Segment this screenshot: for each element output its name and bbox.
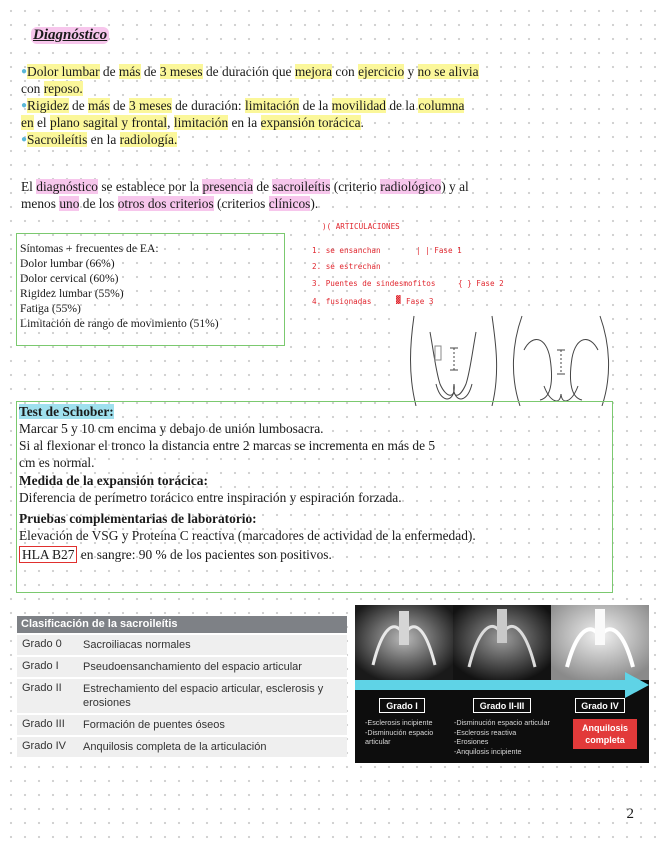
xray-image-grade-1 — [355, 605, 453, 680]
table-row — [17, 713, 347, 735]
text-span: movilidad — [331, 98, 386, 113]
text-span: se establece por la — [98, 179, 203, 194]
criterion-2 — [21, 97, 479, 114]
diagnosis-line-2 — [21, 195, 469, 212]
text-span: ) y al — [441, 179, 469, 194]
criterion-2-cont — [21, 114, 479, 131]
text-span: y — [404, 64, 418, 79]
diagnosis-line-1 — [21, 178, 469, 195]
symptom-item: Dolor lumbar (66%) — [20, 257, 115, 270]
handwritten-notes — [312, 222, 522, 314]
text-span: mejora — [294, 64, 333, 79]
text-span: de — [68, 98, 89, 113]
text-span: en la — [228, 115, 261, 130]
classification-table — [17, 616, 347, 757]
text-span: ejercicio — [358, 64, 405, 79]
text-span: expansión torácica — [260, 115, 361, 130]
schober-line: cm es normal. — [19, 455, 95, 470]
schober-line: Si al flexionar el tronco la distancia entre 2 marcas se incrementa en más de 5 — [19, 438, 436, 453]
xray-image-grade-2-3 — [453, 605, 551, 680]
text-span: no — [417, 64, 431, 79]
diagnosis-paragraph — [21, 178, 469, 212]
handwritten-header: )( ARTICULACIONES — [322, 222, 400, 231]
table-row — [17, 735, 347, 757]
text-span: (criterios — [213, 196, 269, 211]
grade-cell: Grado IV — [22, 740, 67, 752]
description-cell: Pseudoensanchamiento del espacio articular — [83, 661, 302, 673]
text-span: de duración: — [171, 98, 245, 113]
text-span: radiología. — [119, 132, 178, 147]
handwritten-note: 4. fusionadas — [312, 297, 372, 306]
grade-label: Grado II-III — [473, 698, 531, 713]
text-span: uno — [59, 196, 80, 211]
text-span: otros dos criterios — [117, 196, 214, 211]
text-span: sacroileítis — [272, 179, 331, 194]
bullet-icon: ● — [21, 66, 28, 77]
criteria-block — [21, 63, 479, 148]
text-span: diagnóstico — [36, 179, 98, 194]
text-span: con — [21, 81, 44, 96]
text-span: presencia — [202, 179, 254, 194]
symptom-item: Fatiga (55%) — [20, 302, 81, 315]
text-span: 3 meses — [128, 98, 172, 113]
text-span: con — [332, 64, 359, 79]
criterion-1-cont — [21, 80, 479, 97]
hla-line — [19, 546, 612, 563]
badge-line: completa — [585, 735, 625, 745]
schober-back-illustration — [400, 314, 612, 406]
text-span: (criterio — [330, 179, 381, 194]
text-span: plano sagital y frontal — [50, 115, 168, 130]
table-row — [17, 655, 347, 677]
schober-title-line — [19, 403, 612, 420]
bullet-icon: ● — [21, 100, 28, 111]
hla-text: en sangre: 90 % de los pacientes son positivos. — [77, 547, 332, 562]
handwritten-tag: | | Fase 1 — [416, 246, 462, 255]
grade-note: -Erosiones — [454, 737, 489, 746]
symptom-item: Limitación de rango de movimiento (51%) — [20, 317, 219, 330]
thoracic-text: Diferencia de perímetro torácico entre inspiración y espiración forzada. — [19, 490, 402, 505]
text-span: clínicos — [268, 196, 311, 211]
text-span: radiológico — [380, 179, 442, 194]
grade-note: -Esclerosis incipiente — [365, 718, 433, 727]
schober-line: Marcar 5 y 10 cm encima y debajo de unión lumbosacra. — [19, 421, 324, 436]
ankylosis-badge — [573, 719, 637, 749]
grade-cell: Grado II — [22, 682, 62, 694]
text-span: de — [253, 179, 273, 194]
symptoms-heading: Síntomas + frecuentes de EA: — [20, 242, 159, 255]
table-row — [17, 677, 347, 713]
grade-label: Grado IV — [575, 698, 625, 713]
text-span: Dolor lumbar — [27, 64, 100, 79]
text-span: de — [99, 64, 119, 79]
table-header: Clasificación de la sacroileítis — [17, 616, 347, 633]
text-span: limitación — [173, 115, 229, 130]
text-span: en — [21, 115, 34, 130]
schober-title: Test de Schober: — [19, 404, 114, 419]
handwritten-tag: { } Fase 2 — [458, 279, 504, 288]
text-span: se alivia — [430, 64, 479, 79]
text-span: reposo. — [43, 81, 83, 96]
text-span: 3 meses — [159, 64, 203, 79]
text-span: de la — [299, 98, 332, 113]
xray-image-grade-4 — [551, 605, 649, 680]
symptom-item: Dolor cervical (60%) — [20, 272, 119, 285]
text-span: el — [33, 115, 50, 130]
grade-note: -Disminución espacio — [365, 727, 434, 737]
text-span: ). — [310, 196, 319, 211]
page-number: 2 — [626, 806, 634, 822]
handwritten-note: 3. Puentes de sindesmofitos — [312, 279, 436, 288]
badge-line: Anquilosis — [581, 723, 628, 733]
grade-notes — [365, 718, 433, 747]
table-row — [17, 633, 347, 655]
tests-box — [16, 401, 613, 593]
text-span: El — [21, 179, 37, 194]
grade-note: articular — [365, 737, 391, 746]
xray-grading-panel — [355, 605, 649, 763]
handwritten-note: 2. se estrechan — [312, 262, 381, 271]
grade-note: -Anquilosis incipiente — [454, 746, 522, 756]
text-span: , — [167, 115, 174, 130]
text-span: de los — [79, 196, 118, 211]
symptom-item: Rigidez lumbar (55%) — [20, 287, 124, 300]
text-span: Rigidez — [27, 98, 69, 113]
text-span: de duración que — [202, 64, 295, 79]
description-cell: Anquilosis completa de la articulación — [83, 741, 267, 753]
grade-note: -Esclerosis reactiva — [454, 727, 517, 737]
grade-label: Grado I — [379, 698, 425, 713]
lab-title: Pruebas complementarias de laboratorio: — [19, 511, 257, 526]
page-title: Diagnóstico — [33, 27, 108, 43]
grade-note: -Disminución espacio articular — [454, 718, 550, 727]
handwritten-note: 1. se ensanchan — [312, 246, 381, 255]
grade-cell: Grado I — [22, 660, 59, 672]
description-cell: Formación de puentes óseos — [83, 719, 225, 731]
handwritten-tag: Fase 3 — [406, 297, 434, 306]
progression-arrow-icon — [355, 672, 649, 698]
symptoms-box — [16, 233, 285, 346]
hla-b27-highlight: HLA B27 — [19, 546, 77, 563]
text-span: . — [360, 115, 364, 130]
text-span: de la — [385, 98, 419, 113]
lab-text: Elevación de VSG y Proteína C reactiva (marcadores de actividad de la enfermedad). — [19, 528, 476, 543]
text-span: de — [109, 98, 129, 113]
text-span: en la — [87, 132, 120, 147]
text-span: más — [118, 64, 141, 79]
text-span: de — [140, 64, 160, 79]
criterion-1 — [21, 63, 479, 80]
text-span: menos — [21, 196, 60, 211]
description-cell: Sacroiliacas normales — [83, 639, 191, 651]
grade-cell: Grado III — [22, 718, 65, 730]
text-span: más — [88, 98, 110, 113]
grade-notes — [454, 718, 550, 756]
description-cell: Estrechamiento del espacio articular, esclerosis y erosiones — [83, 683, 324, 709]
text-span: limitación — [245, 98, 300, 113]
text-span: Sacroileítis — [27, 132, 88, 147]
criterion-3 — [21, 131, 479, 148]
grade-cell: Grado 0 — [22, 638, 62, 650]
thoracic-title: Medida de la expansión torácica: — [19, 473, 208, 488]
bullet-icon: ● — [21, 134, 28, 145]
shaded-block-icon: ▓ — [396, 295, 401, 304]
text-span: columna — [418, 98, 465, 113]
